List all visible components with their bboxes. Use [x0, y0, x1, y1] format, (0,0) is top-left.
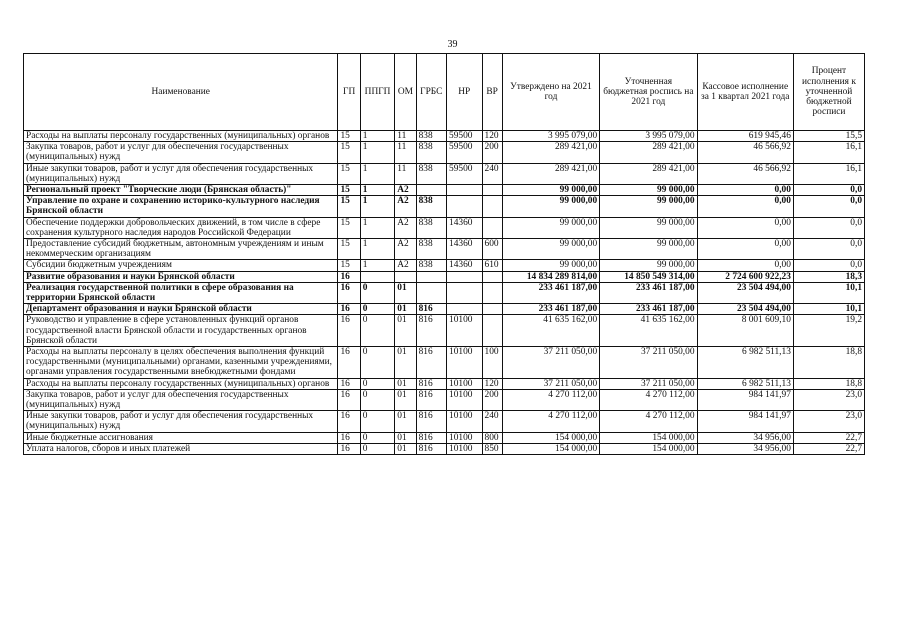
cell-cash: 619 945,46 — [697, 131, 793, 142]
cell-cash: 0,00 — [697, 239, 793, 260]
cell-refined: 99 000,00 — [600, 196, 697, 217]
cell-om: 01 — [395, 443, 416, 454]
cell-refined: 154 000,00 — [600, 443, 697, 454]
cell-grbs: 816 — [416, 432, 446, 443]
cell-nr: 10100 — [447, 443, 483, 454]
cell-om: 01 — [395, 432, 416, 443]
cell-gp: 16 — [338, 271, 360, 282]
cell-approved: 4 270 112,00 — [502, 411, 599, 432]
cell-grbs: 816 — [416, 315, 446, 347]
table-row — [24, 163, 865, 184]
cell-percent: 22,7 — [793, 432, 864, 443]
cell-refined: 233 461 187,00 — [600, 282, 697, 303]
cell-gp: 16 — [338, 378, 360, 389]
table-row — [24, 315, 865, 347]
table-row — [24, 131, 865, 142]
cell-gp: 15 — [338, 260, 360, 271]
cell-approved: 4 270 112,00 — [502, 389, 599, 410]
cell-grbs: 838 — [416, 196, 446, 217]
cell-ppgp: 1 — [360, 239, 394, 260]
cell-approved: 233 461 187,00 — [502, 282, 599, 303]
cell-refined: 99 000,00 — [600, 239, 697, 260]
budget-table — [23, 53, 865, 455]
cell-refined: 14 850 549 314,00 — [600, 271, 697, 282]
cell-grbs: 838 — [416, 260, 446, 271]
cell-percent: 22,7 — [793, 443, 864, 454]
cell-refined: 4 270 112,00 — [600, 411, 697, 432]
cell-ppgp: 1 — [360, 185, 394, 196]
cell-om: 11 — [395, 131, 416, 142]
cell-refined: 289 421,00 — [600, 163, 697, 184]
cell-refined: 154 000,00 — [600, 432, 697, 443]
cell-ppgp: 1 — [360, 163, 394, 184]
header-name: Наименование — [24, 54, 338, 131]
cell-approved: 233 461 187,00 — [502, 304, 599, 315]
cell-approved: 14 834 289 814,00 — [502, 271, 599, 282]
cell-refined: 99 000,00 — [600, 260, 697, 271]
cell-grbs: 816 — [416, 304, 446, 315]
cell-grbs: 816 — [416, 389, 446, 410]
cell-name: Расходы на выплаты персоналу государственных (муниципальных) органов — [24, 378, 338, 389]
table-row — [24, 347, 865, 379]
cell-approved: 99 000,00 — [502, 185, 599, 196]
cell-approved: 289 421,00 — [502, 163, 599, 184]
cell-name: Иные бюджетные ассигнования — [24, 432, 338, 443]
cell-om: А2 — [395, 260, 416, 271]
cell-grbs: 838 — [416, 239, 446, 260]
cell-nr: 10100 — [447, 432, 483, 443]
header-percent: Процент исполнения к уточненной бюджетной росписи — [793, 54, 864, 131]
cell-percent: 10,1 — [793, 282, 864, 303]
cell-percent: 0,0 — [793, 196, 864, 217]
table-row — [24, 239, 865, 260]
cell-refined: 233 461 187,00 — [600, 304, 697, 315]
cell-name: Расходы на выплаты персоналу государственных (муниципальных) органов — [24, 131, 338, 142]
cell-vr — [482, 217, 502, 238]
cell-vr: 240 — [482, 411, 502, 432]
cell-nr — [447, 271, 483, 282]
cell-approved: 154 000,00 — [502, 443, 599, 454]
cell-cash: 8 001 609,10 — [697, 315, 793, 347]
cell-ppgp — [360, 271, 394, 282]
cell-cash: 6 982 511,13 — [697, 378, 793, 389]
cell-percent: 18,8 — [793, 378, 864, 389]
header-nr: НР — [447, 54, 483, 131]
cell-cash: 6 982 511,13 — [697, 347, 793, 379]
cell-vr: 100 — [482, 347, 502, 379]
cell-name: Руководство и управление в сфере установленных функций органов государственной власти Брянской области и государственных органов Брянской области — [24, 315, 338, 347]
table-row — [24, 271, 865, 282]
cell-name: Иные закупки товаров, работ и услуг для обеспечения государственных (муниципальных) нужд — [24, 411, 338, 432]
cell-gp: 16 — [338, 282, 360, 303]
cell-grbs — [416, 185, 446, 196]
cell-nr: 10100 — [447, 411, 483, 432]
cell-name: Уплата налогов, сборов и иных платежей — [24, 443, 338, 454]
cell-ppgp: 0 — [360, 411, 394, 432]
cell-gp: 15 — [338, 131, 360, 142]
cell-name: Расходы на выплаты персоналу в целях обеспечения выполнения функций государственными (муниципальными) органами, казенными учреждениями, органами управления государственными внебюджетными фондами — [24, 347, 338, 379]
table-row — [24, 260, 865, 271]
cell-name: Управление по охране и сохранению историко-культурного наследия Брянской области — [24, 196, 338, 217]
cell-percent: 16,1 — [793, 163, 864, 184]
cell-cash: 46 566,92 — [697, 142, 793, 163]
cell-vr: 240 — [482, 163, 502, 184]
table-row — [24, 185, 865, 196]
cell-nr: 59500 — [447, 142, 483, 163]
cell-name: Иные закупки товаров, работ и услуг для обеспечения государственных (муниципальных) нужд — [24, 163, 338, 184]
cell-ppgp: 0 — [360, 389, 394, 410]
cell-percent: 23,0 — [793, 389, 864, 410]
cell-percent: 0,0 — [793, 260, 864, 271]
cell-gp: 15 — [338, 163, 360, 184]
cell-gp: 15 — [338, 217, 360, 238]
cell-approved: 99 000,00 — [502, 260, 599, 271]
cell-vr — [482, 315, 502, 347]
cell-ppgp: 0 — [360, 315, 394, 347]
cell-cash: 34 956,00 — [697, 443, 793, 454]
cell-om: А2 — [395, 217, 416, 238]
cell-name: Реализация государственной политики в сфере образования на территории Брянской области — [24, 282, 338, 303]
cell-cash: 46 566,92 — [697, 163, 793, 184]
cell-refined: 37 211 050,00 — [600, 347, 697, 379]
page-number: 39 — [447, 39, 458, 50]
cell-nr: 10100 — [447, 389, 483, 410]
cell-ppgp: 0 — [360, 347, 394, 379]
cell-ppgp: 1 — [360, 196, 394, 217]
cell-percent: 15,5 — [793, 131, 864, 142]
table-row — [24, 389, 865, 410]
cell-nr: 10100 — [447, 378, 483, 389]
cell-ppgp: 1 — [360, 131, 394, 142]
cell-vr: 120 — [482, 378, 502, 389]
cell-om: 01 — [395, 282, 416, 303]
cell-vr: 120 — [482, 131, 502, 142]
cell-grbs: 816 — [416, 347, 446, 379]
cell-ppgp: 0 — [360, 432, 394, 443]
cell-om: 11 — [395, 142, 416, 163]
cell-vr — [482, 185, 502, 196]
cell-percent: 0,0 — [793, 239, 864, 260]
cell-gp: 15 — [338, 239, 360, 260]
cell-cash: 2 724 600 922,23 — [697, 271, 793, 282]
cell-nr — [447, 282, 483, 303]
cell-approved: 99 000,00 — [502, 217, 599, 238]
cell-nr: 14360 — [447, 217, 483, 238]
table-body — [24, 131, 865, 455]
cell-nr: 10100 — [447, 315, 483, 347]
cell-vr — [482, 196, 502, 217]
cell-om: 01 — [395, 315, 416, 347]
cell-gp: 16 — [338, 304, 360, 315]
cell-cash: 23 504 494,00 — [697, 304, 793, 315]
cell-approved: 99 000,00 — [502, 239, 599, 260]
cell-cash: 984 141,97 — [697, 389, 793, 410]
cell-nr: 59500 — [447, 163, 483, 184]
cell-gp: 16 — [338, 347, 360, 379]
table-row — [24, 196, 865, 217]
table-row — [24, 217, 865, 238]
cell-gp: 16 — [338, 315, 360, 347]
cell-gp: 15 — [338, 196, 360, 217]
cell-vr — [482, 271, 502, 282]
cell-percent: 18,3 — [793, 271, 864, 282]
table-row — [24, 443, 865, 454]
cell-om — [395, 271, 416, 282]
cell-cash: 0,00 — [697, 260, 793, 271]
cell-approved: 37 211 050,00 — [502, 378, 599, 389]
cell-refined: 3 995 079,00 — [600, 131, 697, 142]
cell-om: 01 — [395, 304, 416, 315]
cell-name: Развитие образования и науки Брянской области — [24, 271, 338, 282]
cell-refined: 99 000,00 — [600, 217, 697, 238]
cell-grbs: 816 — [416, 411, 446, 432]
cell-approved: 154 000,00 — [502, 432, 599, 443]
cell-refined: 99 000,00 — [600, 185, 697, 196]
cell-ppgp: 1 — [360, 217, 394, 238]
cell-vr: 850 — [482, 443, 502, 454]
cell-nr: 14360 — [447, 260, 483, 271]
cell-nr — [447, 304, 483, 315]
cell-grbs: 838 — [416, 163, 446, 184]
cell-grbs — [416, 282, 446, 303]
cell-name: Закупка товаров, работ и услуг для обеспечения государственных (муниципальных) нужд — [24, 389, 338, 410]
cell-name: Департамент образования и науки Брянской области — [24, 304, 338, 315]
cell-grbs: 816 — [416, 378, 446, 389]
cell-name: Обеспечение поддержки добровольческих движений, в том числе в сфере сохранения культурного наследия народов Российской Федерации — [24, 217, 338, 238]
cell-approved: 3 995 079,00 — [502, 131, 599, 142]
table-row — [24, 378, 865, 389]
header-refined: Уточненная бюджетная роспись на 2021 год — [600, 54, 697, 131]
cell-ppgp: 0 — [360, 378, 394, 389]
cell-ppgp: 0 — [360, 304, 394, 315]
cell-nr — [447, 185, 483, 196]
cell-gp: 16 — [338, 411, 360, 432]
cell-cash: 23 504 494,00 — [697, 282, 793, 303]
cell-name: Закупка товаров, работ и услуг для обеспечения государственных (муниципальных) нужд — [24, 142, 338, 163]
cell-grbs: 838 — [416, 217, 446, 238]
cell-om: 01 — [395, 389, 416, 410]
table-row — [24, 282, 865, 303]
table-row — [24, 304, 865, 315]
cell-cash: 984 141,97 — [697, 411, 793, 432]
cell-approved: 99 000,00 — [502, 196, 599, 217]
header-cash: Кассовое исполнение за 1 квартал 2021 года — [697, 54, 793, 131]
header-grbs: ГРБС — [416, 54, 446, 131]
cell-nr — [447, 196, 483, 217]
cell-grbs: 838 — [416, 131, 446, 142]
cell-vr: 610 — [482, 260, 502, 271]
cell-ppgp: 0 — [360, 443, 394, 454]
cell-cash: 0,00 — [697, 185, 793, 196]
cell-name: Субсидии бюджетным учреждениям — [24, 260, 338, 271]
cell-cash: 34 956,00 — [697, 432, 793, 443]
cell-vr: 600 — [482, 239, 502, 260]
cell-om: А2 — [395, 196, 416, 217]
cell-om: 01 — [395, 411, 416, 432]
cell-nr: 10100 — [447, 347, 483, 379]
cell-name: Региональный проект "Творческие люди (Брянская область)" — [24, 185, 338, 196]
cell-om: А2 — [395, 185, 416, 196]
cell-ppgp: 1 — [360, 260, 394, 271]
cell-vr: 200 — [482, 389, 502, 410]
cell-cash: 0,00 — [697, 196, 793, 217]
cell-om: 01 — [395, 378, 416, 389]
header-approved: Утверждено на 2021 год — [502, 54, 599, 131]
cell-vr: 800 — [482, 432, 502, 443]
header-vr: ВР — [482, 54, 502, 131]
cell-vr — [482, 304, 502, 315]
table-header — [24, 54, 865, 131]
cell-percent: 0,0 — [793, 217, 864, 238]
cell-refined: 41 635 162,00 — [600, 315, 697, 347]
cell-percent: 19,2 — [793, 315, 864, 347]
cell-om: А2 — [395, 239, 416, 260]
cell-om: 11 — [395, 163, 416, 184]
cell-gp: 16 — [338, 443, 360, 454]
cell-gp: 15 — [338, 185, 360, 196]
cell-name: Предоставление субсидий бюджетным, автономным учреждениям и иным некоммерческим организациям — [24, 239, 338, 260]
cell-nr: 14360 — [447, 239, 483, 260]
header-om: ОМ — [395, 54, 416, 131]
cell-grbs: 838 — [416, 142, 446, 163]
cell-gp: 15 — [338, 142, 360, 163]
cell-percent: 23,0 — [793, 411, 864, 432]
cell-percent: 16,1 — [793, 142, 864, 163]
cell-cash: 0,00 — [697, 217, 793, 238]
cell-vr — [482, 282, 502, 303]
cell-ppgp: 1 — [360, 142, 394, 163]
header-gp: ГП — [338, 54, 360, 131]
cell-om: 01 — [395, 347, 416, 379]
cell-approved: 37 211 050,00 — [502, 347, 599, 379]
cell-nr: 59500 — [447, 131, 483, 142]
cell-percent: 0,0 — [793, 185, 864, 196]
table-row — [24, 432, 865, 443]
cell-ppgp: 0 — [360, 282, 394, 303]
table-row — [24, 411, 865, 432]
cell-grbs: 816 — [416, 443, 446, 454]
cell-grbs — [416, 271, 446, 282]
cell-refined: 4 270 112,00 — [600, 389, 697, 410]
cell-approved: 289 421,00 — [502, 142, 599, 163]
cell-gp: 16 — [338, 432, 360, 443]
table-row — [24, 142, 865, 163]
cell-percent: 18,8 — [793, 347, 864, 379]
header-ppgp: ППГП — [360, 54, 394, 131]
cell-approved: 41 635 162,00 — [502, 315, 599, 347]
cell-refined: 37 211 050,00 — [600, 378, 697, 389]
cell-vr: 200 — [482, 142, 502, 163]
cell-refined: 289 421,00 — [600, 142, 697, 163]
cell-percent: 10,1 — [793, 304, 864, 315]
cell-gp: 16 — [338, 389, 360, 410]
